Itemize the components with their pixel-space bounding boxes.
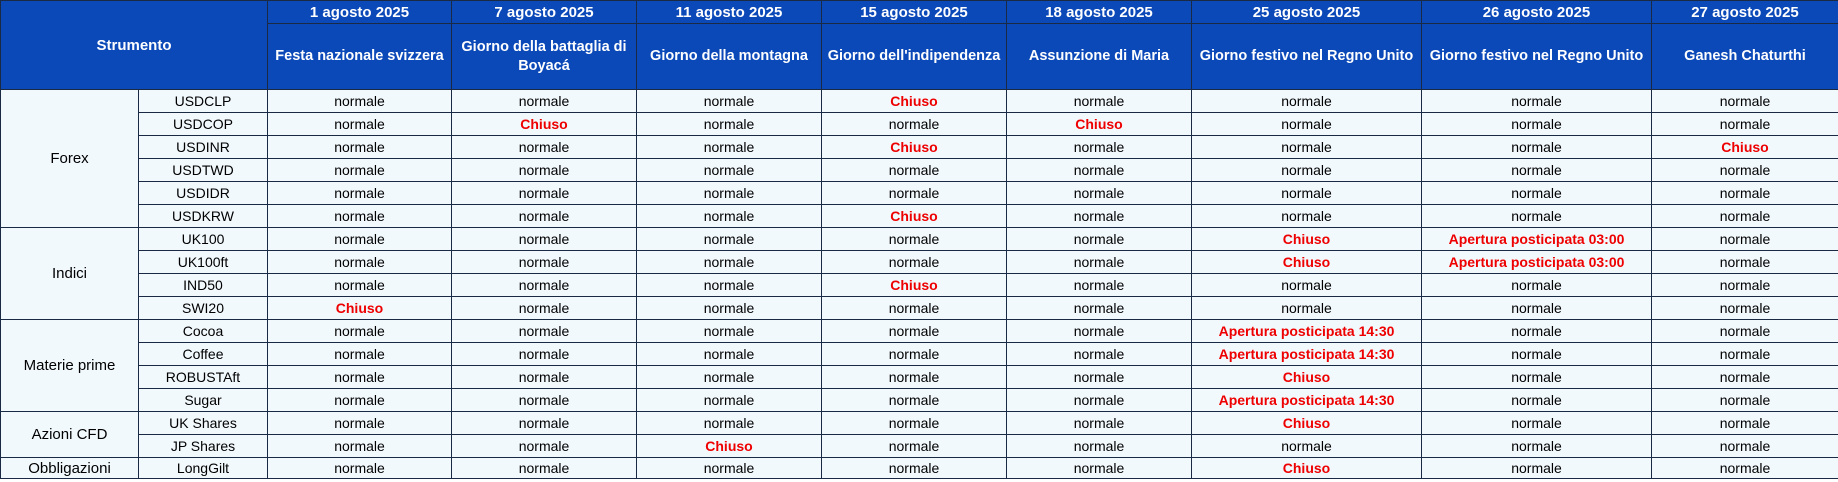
instrument-cell: LongGilt (139, 458, 268, 479)
status-normal-cell: normale (268, 320, 452, 343)
status-normal-cell: normale (452, 251, 637, 274)
status-normal-cell: normale (1007, 389, 1192, 412)
status-normal-cell: normale (1007, 343, 1192, 366)
column-date: 25 agosto 2025 (1192, 1, 1422, 24)
status-normal-cell: normale (268, 251, 452, 274)
instrument-cell: Coffee (139, 343, 268, 366)
status-normal-cell: normale (1007, 320, 1192, 343)
instrument-cell: USDIDR (139, 182, 268, 205)
status-closed-cell: Chiuso (452, 113, 637, 136)
status-normal-cell: normale (1007, 274, 1192, 297)
status-normal-cell: normale (1422, 389, 1652, 412)
date-row (1, 1, 1838, 24)
status-normal-cell: normale (1422, 343, 1652, 366)
instrument-cell: USDINR (139, 136, 268, 159)
status-late-open-cell: Apertura posticipata 14:30 (1192, 389, 1422, 412)
table-row (1, 458, 1838, 479)
status-closed-cell: Chiuso (822, 205, 1007, 228)
table-row (1, 90, 1838, 113)
status-normal-cell: normale (1422, 320, 1652, 343)
status-normal-cell: normale (1422, 113, 1652, 136)
status-normal-cell: normale (637, 458, 822, 479)
status-closed-cell: Chiuso (1192, 366, 1422, 389)
status-closed-cell: Chiuso (822, 90, 1007, 113)
status-normal-cell: normale (268, 366, 452, 389)
column-date: 15 agosto 2025 (822, 1, 1007, 24)
column-holiday: Assunzione di Maria (1007, 24, 1192, 90)
status-normal-cell: normale (268, 159, 452, 182)
status-normal-cell: normale (1652, 159, 1838, 182)
table-row (1, 435, 1838, 458)
status-normal-cell: normale (1007, 182, 1192, 205)
status-normal-cell: normale (637, 320, 822, 343)
table-row (1, 182, 1838, 205)
status-normal-cell: normale (452, 274, 637, 297)
instrument-cell: JP Shares (139, 435, 268, 458)
status-normal-cell: normale (822, 159, 1007, 182)
status-normal-cell: normale (1422, 136, 1652, 159)
column-date: 18 agosto 2025 (1007, 1, 1192, 24)
status-normal-cell: normale (1652, 90, 1838, 113)
status-normal-cell: normale (452, 320, 637, 343)
status-normal-cell: normale (1192, 182, 1422, 205)
status-normal-cell: normale (637, 113, 822, 136)
status-normal-cell: normale (452, 389, 637, 412)
status-normal-cell: normale (452, 159, 637, 182)
status-normal-cell: normale (1652, 228, 1838, 251)
table-row (1, 251, 1838, 274)
status-normal-cell: normale (1652, 182, 1838, 205)
status-normal-cell: normale (452, 182, 637, 205)
status-normal-cell: normale (452, 458, 637, 479)
status-normal-cell: normale (268, 274, 452, 297)
status-normal-cell: normale (1422, 159, 1652, 182)
status-normal-cell: normale (637, 228, 822, 251)
instrument-cell: SWI20 (139, 297, 268, 320)
holiday-name-row (1, 24, 1838, 90)
status-normal-cell: normale (268, 136, 452, 159)
status-normal-cell: normale (822, 251, 1007, 274)
status-normal-cell: normale (637, 366, 822, 389)
table-row (1, 228, 1838, 251)
status-normal-cell: normale (452, 90, 637, 113)
status-normal-cell: normale (452, 136, 637, 159)
status-normal-cell: normale (637, 389, 822, 412)
status-normal-cell: normale (1652, 274, 1838, 297)
status-normal-cell: normale (1192, 159, 1422, 182)
status-late-open-cell: Apertura posticipata 14:30 (1192, 343, 1422, 366)
status-normal-cell: normale (1007, 435, 1192, 458)
status-normal-cell: normale (268, 389, 452, 412)
status-normal-cell: normale (1007, 366, 1192, 389)
status-normal-cell: normale (822, 458, 1007, 479)
status-normal-cell: normale (1422, 182, 1652, 205)
table-row (1, 274, 1838, 297)
status-normal-cell: normale (268, 343, 452, 366)
table-row (1, 113, 1838, 136)
status-normal-cell: normale (1007, 228, 1192, 251)
status-closed-cell: Chiuso (1192, 458, 1422, 479)
status-normal-cell: normale (1422, 412, 1652, 435)
column-date: 1 agosto 2025 (268, 1, 452, 24)
status-normal-cell: normale (637, 205, 822, 228)
status-closed-cell: Chiuso (1192, 412, 1422, 435)
group-label: Forex (1, 90, 139, 228)
status-normal-cell: normale (452, 412, 637, 435)
status-normal-cell: normale (1192, 274, 1422, 297)
status-normal-cell: normale (452, 205, 637, 228)
table-row (1, 320, 1838, 343)
status-closed-cell: Chiuso (637, 435, 822, 458)
status-normal-cell: normale (1652, 435, 1838, 458)
status-normal-cell: normale (822, 113, 1007, 136)
status-normal-cell: normale (1192, 435, 1422, 458)
status-normal-cell: normale (822, 389, 1007, 412)
group-label: Materie prime (1, 320, 139, 412)
status-normal-cell: normale (1422, 90, 1652, 113)
status-normal-cell: normale (822, 366, 1007, 389)
table-row (1, 366, 1838, 389)
status-normal-cell: normale (1422, 205, 1652, 228)
column-date: 26 agosto 2025 (1422, 1, 1652, 24)
column-holiday: Giorno festivo nel Regno Unito (1192, 24, 1422, 90)
status-normal-cell: normale (1652, 251, 1838, 274)
status-normal-cell: normale (1007, 412, 1192, 435)
status-normal-cell: normale (268, 435, 452, 458)
column-holiday: Giorno della montagna (637, 24, 822, 90)
status-normal-cell: normale (637, 136, 822, 159)
status-normal-cell: normale (452, 366, 637, 389)
status-normal-cell: normale (268, 205, 452, 228)
instrument-cell: UK Shares (139, 412, 268, 435)
status-normal-cell: normale (268, 412, 452, 435)
status-normal-cell: normale (637, 297, 822, 320)
status-normal-cell: normale (1652, 366, 1838, 389)
status-normal-cell: normale (1422, 274, 1652, 297)
status-normal-cell: normale (1192, 136, 1422, 159)
column-holiday: Giorno festivo nel Regno Unito (1422, 24, 1652, 90)
status-normal-cell: normale (822, 228, 1007, 251)
column-date: 11 agosto 2025 (637, 1, 822, 24)
instrument-cell: UK100 (139, 228, 268, 251)
status-normal-cell: normale (268, 182, 452, 205)
status-normal-cell: normale (1007, 251, 1192, 274)
status-normal-cell: normale (452, 435, 637, 458)
status-normal-cell: normale (1422, 435, 1652, 458)
status-normal-cell: normale (637, 90, 822, 113)
status-closed-cell: Chiuso (1192, 228, 1422, 251)
status-normal-cell: normale (637, 251, 822, 274)
status-normal-cell: normale (1652, 297, 1838, 320)
table-row (1, 297, 1838, 320)
table-row (1, 136, 1838, 159)
status-normal-cell: normale (1007, 90, 1192, 113)
table-row (1, 159, 1838, 182)
status-closed-cell: Chiuso (1192, 251, 1422, 274)
status-normal-cell: normale (637, 159, 822, 182)
column-holiday: Giorno della battaglia di Boyacá (452, 24, 637, 90)
status-normal-cell: normale (1652, 412, 1838, 435)
status-normal-cell: normale (1652, 389, 1838, 412)
status-closed-cell: Chiuso (822, 274, 1007, 297)
table-row (1, 205, 1838, 228)
status-normal-cell: normale (268, 90, 452, 113)
status-normal-cell: normale (1652, 205, 1838, 228)
status-normal-cell: normale (452, 343, 637, 366)
instrument-cell: USDKRW (139, 205, 268, 228)
instrument-header: Strumento (1, 1, 268, 90)
status-normal-cell: normale (1192, 205, 1422, 228)
instrument-cell: IND50 (139, 274, 268, 297)
status-normal-cell: normale (268, 228, 452, 251)
status-normal-cell: normale (1652, 113, 1838, 136)
status-normal-cell: normale (452, 228, 637, 251)
status-normal-cell: normale (822, 435, 1007, 458)
status-normal-cell: normale (822, 297, 1007, 320)
column-date: 27 agosto 2025 (1652, 1, 1838, 24)
status-normal-cell: normale (1007, 205, 1192, 228)
table-body (1, 90, 1838, 479)
status-closed-cell: Chiuso (268, 297, 452, 320)
table-row (1, 343, 1838, 366)
status-normal-cell: normale (268, 458, 452, 479)
instrument-cell: UK100ft (139, 251, 268, 274)
status-normal-cell: normale (1007, 458, 1192, 479)
column-holiday: Ganesh Chaturthi (1652, 24, 1838, 90)
group-label: Azioni CFD (1, 412, 139, 458)
status-closed-cell: Chiuso (822, 136, 1007, 159)
group-label: Obbligazioni (1, 458, 139, 479)
status-normal-cell: normale (637, 412, 822, 435)
status-normal-cell: normale (1007, 159, 1192, 182)
status-normal-cell: normale (822, 320, 1007, 343)
column-holiday: Festa nazionale svizzera (268, 24, 452, 90)
status-normal-cell: normale (1652, 343, 1838, 366)
column-holiday: Giorno dell'indipendenza (822, 24, 1007, 90)
instrument-cell: USDTWD (139, 159, 268, 182)
status-normal-cell: normale (822, 182, 1007, 205)
status-normal-cell: normale (1192, 113, 1422, 136)
table-row (1, 412, 1838, 435)
status-normal-cell: normale (1007, 136, 1192, 159)
status-normal-cell: normale (1192, 90, 1422, 113)
status-normal-cell: normale (1192, 297, 1422, 320)
status-normal-cell: normale (822, 412, 1007, 435)
instrument-cell: ROBUSTAft (139, 366, 268, 389)
instrument-cell: Cocoa (139, 320, 268, 343)
instrument-cell: USDCOP (139, 113, 268, 136)
status-normal-cell: normale (1652, 458, 1838, 479)
status-normal-cell: normale (452, 297, 637, 320)
status-late-open-cell: Apertura posticipata 14:30 (1192, 320, 1422, 343)
status-normal-cell: normale (1652, 320, 1838, 343)
status-normal-cell: normale (637, 343, 822, 366)
instrument-cell: USDCLP (139, 90, 268, 113)
status-late-open-cell: Apertura posticipata 03:00 (1422, 251, 1652, 274)
status-normal-cell: normale (637, 274, 822, 297)
status-normal-cell: normale (822, 343, 1007, 366)
status-normal-cell: normale (1007, 297, 1192, 320)
instrument-cell: Sugar (139, 389, 268, 412)
status-late-open-cell: Apertura posticipata 03:00 (1422, 228, 1652, 251)
table-row (1, 389, 1838, 412)
status-closed-cell: Chiuso (1652, 136, 1838, 159)
status-normal-cell: normale (1422, 297, 1652, 320)
status-closed-cell: Chiuso (1007, 113, 1192, 136)
group-label: Indici (1, 228, 139, 320)
status-normal-cell: normale (1422, 366, 1652, 389)
status-normal-cell: normale (637, 182, 822, 205)
status-normal-cell: normale (1422, 458, 1652, 479)
table-header (1, 1, 1838, 90)
status-normal-cell: normale (268, 113, 452, 136)
column-date: 7 agosto 2025 (452, 1, 637, 24)
